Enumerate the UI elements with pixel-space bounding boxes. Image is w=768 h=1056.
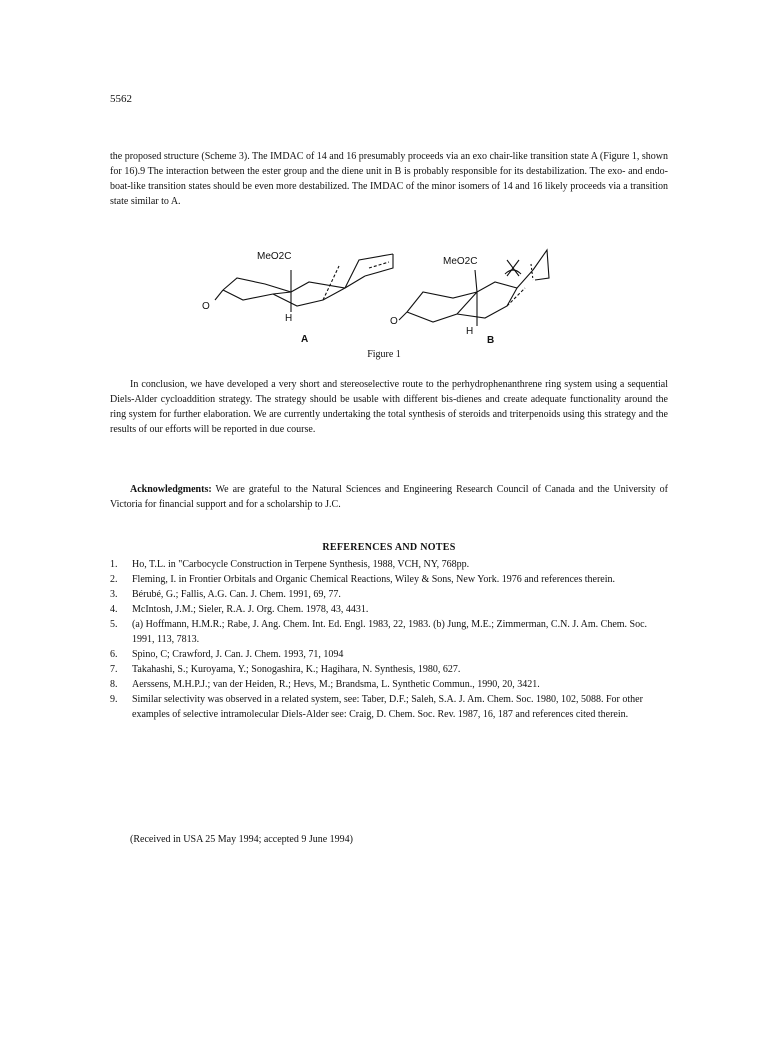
references-heading: REFERENCES AND NOTES — [322, 542, 456, 553]
reference-number: 6. — [110, 649, 118, 660]
oxygen-label-a: O — [202, 301, 210, 312]
acknowledgments-text: We are grateful to the Natural Sciences and Engineering Research Council of Canada and the University of Victoria for financial support and for a scholarship to J.C. — [110, 484, 668, 510]
structure-label-b: B — [487, 335, 495, 346]
reference-text: Aerssens, M.H.P.J.; van der Heiden, R.; Hevs, M.; Brandsma, L. Synthetic Commun., 1990, 20, 3421. — [132, 679, 540, 690]
reference-item — [110, 617, 668, 647]
oxygen-label-b: O — [390, 316, 398, 327]
figure-caption: Figure 1 — [367, 349, 401, 360]
reference-text: Spino, C; Crawford, J. Can. J. Chem. 1993, 71, 1094 — [132, 649, 344, 660]
reference-number: 9. — [110, 694, 118, 705]
reference-text: Bérubé, G.; Fallis, A.G. Can. J. Chem. 1991, 69, 77. — [132, 589, 341, 600]
reference-item — [110, 572, 668, 587]
figure-transition-states — [195, 248, 575, 363]
reference-text: Similar selectivity was observed in a related system, see: Taber, D.F.; Saleh, S.A. J. Am. Chem. Soc. 1980, 102, 5088. For other examples of selective intramolecular Diels-Alder see: Craig, D. Chem. Soc. Rev. 1987, 16, 187 and references cited therein. — [132, 694, 643, 720]
reference-text: Takahashi, S.; Kuroyama, Y.; Sonogashira, K.; Hagihara, N. Synthesis, 1980, 627. — [132, 664, 461, 675]
reference-number: 3. — [110, 589, 118, 600]
reference-text: (a) Hoffmann, H.M.R.; Rabe, J. Ang. Chem. Int. Ed. Engl. 1983, 22, 1983. (b) Jung, M.E.; Zimmerman, C.N. J. Am. Chem. Soc. 1991, 113, 7813. — [132, 619, 648, 645]
page-number: 5562 — [110, 93, 132, 105]
ester-group-label-b: MeO2C — [443, 256, 478, 267]
reference-item — [110, 677, 668, 692]
paragraph-transition-states: the proposed structure (Scheme 3). The IMDAC of 14 and 16 presumably proceeds via an exo chair-like transition state A (Figure 1, shown for 16).9 The interaction between the ester group and the diene unit in B is probably responsible for its destabilization. The exo- and endo-boat-like transition states should be even more destabilized. The IMDAC of the minor isomers of 14 and 16 likely proceeds via a transition state similar to A. — [110, 151, 668, 207]
reference-number: 1. — [110, 559, 118, 570]
hydrogen-label-b: H — [466, 326, 474, 337]
reference-item — [110, 557, 668, 572]
reference-number: 8. — [110, 679, 118, 690]
reference-item — [110, 692, 668, 722]
references-list — [110, 557, 668, 722]
reference-number: 7. — [110, 664, 118, 675]
reference-item — [110, 662, 668, 677]
acknowledgments-paragraph — [110, 482, 668, 512]
chemical-structures-drawing — [195, 248, 575, 363]
hydrogen-label-a: H — [285, 313, 293, 324]
reference-item — [110, 587, 668, 602]
structure-a-drawing — [215, 254, 393, 312]
structure-label-a: A — [301, 334, 309, 345]
acknowledgments-heading: Acknowledgments: — [130, 484, 212, 495]
paragraph-conclusion: In conclusion, we have developed a very short and stereoselective route to the perhydrophenanthrene ring system using a sequential Diels-Alder cycloaddition strategy. The strategy should be usable with different bis-dienes and create adequate functionality around the ring system for further elaboration. We are currently undertaking the total synthesis of steroids and triterpenoids using this strategy and the results of our efforts will be reported in due course. — [110, 379, 668, 435]
reference-number: 2. — [110, 574, 118, 585]
reference-number: 5. — [110, 619, 118, 630]
reference-number: 4. — [110, 604, 118, 615]
reference-text: Fleming, I. in Frontier Orbitals and Organic Chemical Reactions, Wiley & Sons, New York. 1976 and references therein. — [132, 574, 616, 585]
received-note: (Received in USA 25 May 1994; accepted 9 June 1994) — [130, 834, 354, 845]
ester-group-label-a: MeO2C — [257, 251, 292, 262]
reference-text: Ho, T.L. in "Carbocycle Construction in Terpene Synthesis, 1988, VCH, NY, 768pp. — [132, 559, 470, 570]
reference-item — [110, 602, 668, 617]
reference-text: McIntosh, J.M.; Sieler, R.A. J. Org. Chem. 1978, 43, 4431. — [132, 604, 369, 615]
reference-item — [110, 647, 668, 662]
